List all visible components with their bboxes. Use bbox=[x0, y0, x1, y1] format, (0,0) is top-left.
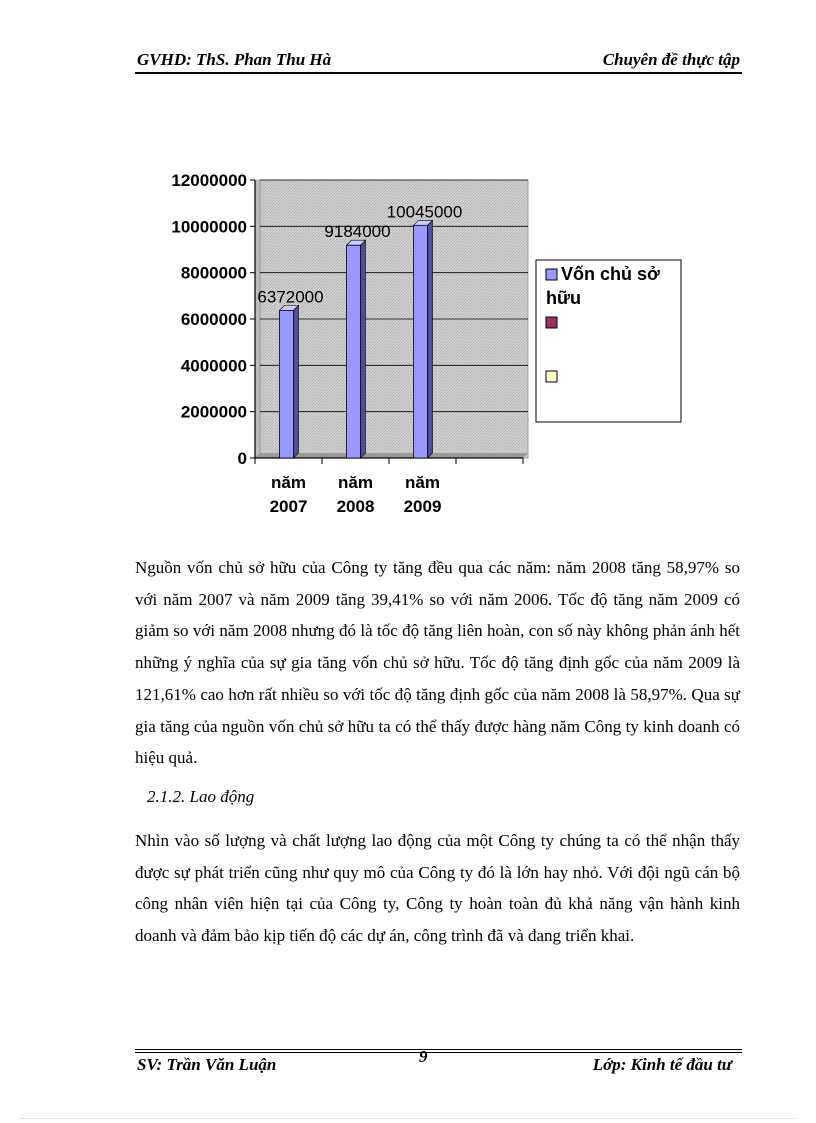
data-label: 9184000 bbox=[324, 222, 391, 242]
y-tick-label: 2000000 bbox=[180, 402, 247, 422]
equity-bar-chart bbox=[140, 160, 700, 530]
data-label: 10045000 bbox=[386, 202, 463, 222]
y-tick-label: 10000000 bbox=[171, 217, 247, 237]
bar bbox=[414, 225, 428, 458]
paragraph-labor: Nhìn vào số lượng và chất lượng lao động của một Công ty chúng ta có thể nhận thấy được sự phát triển cũng như quy mô của Công ty đó là lớn hay nhỏ. Với đội ngũ cán bộ công nhân viên hiện tại của Công ty, Công ty hoàn toàn đủ khả năng vận hành kinh doanh và đảm bảo kịp tiến độ các dự án, công trình đã và đang triển khai. bbox=[135, 831, 740, 946]
footer-class: Lớp: Kinh tế đầu tư bbox=[592, 1055, 732, 1074]
legend-label: Vốn chủ sở bbox=[561, 264, 660, 284]
footer-rule-double bbox=[135, 1052, 742, 1053]
bar-side bbox=[361, 240, 366, 458]
y-tick-label: 12000000 bbox=[171, 171, 247, 190]
x-tick-label: 2009 bbox=[403, 497, 442, 516]
page-edge bbox=[20, 1118, 796, 1119]
bar bbox=[347, 245, 361, 458]
x-tick-label: 2008 bbox=[336, 497, 375, 516]
subheading-labor: 2.1.2. Lao động bbox=[147, 787, 255, 806]
x-tick-label: năm bbox=[405, 473, 440, 492]
paragraph-equity: Nguồn vốn chủ sở hữu của Công ty tăng đều qua các năm: năm 2008 tăng 58,97% so với năm 2007 và năm 2009 tăng 39,41% so với năm 2006. Tốc độ tăng năm 2009 có giảm so với năm 2008 nhưng đó là tốc độ tăng liên hoàn, con số này không phản ánh hết những ý nghĩa của sự gia tăng vốn chủ sở hữu. Tốc độ tăng định gốc của năm 2009 là 121,61% cao hơn rất nhiều so với tốc độ tăng định gốc của năm 2008 là 58,97%. Qua sự gia tăng của nguồn vốn chủ sở hữu ta có thể thấy được hàng năm Công ty kinh doanh có hiệu quả. bbox=[135, 558, 740, 768]
bar-side bbox=[294, 305, 299, 458]
x-tick-label: 2007 bbox=[269, 497, 308, 516]
bar bbox=[280, 310, 294, 458]
footer-rule bbox=[135, 1049, 742, 1050]
legend-swatch bbox=[546, 371, 557, 382]
x-tick-label: năm bbox=[271, 473, 306, 492]
data-label: 6372000 bbox=[257, 287, 324, 307]
header-advisor: GVHD: ThS. Phan Thu Hà bbox=[137, 50, 332, 69]
y-tick-label: 4000000 bbox=[180, 356, 247, 376]
header-title: Chuyên đề thực tập bbox=[602, 50, 740, 69]
chart-side-wall bbox=[255, 180, 260, 458]
legend-label-cont: hữu bbox=[546, 288, 582, 308]
x-tick-label: năm bbox=[338, 473, 373, 492]
page-number: 9 bbox=[419, 1047, 428, 1066]
legend-box bbox=[536, 260, 681, 422]
y-tick-label: 8000000 bbox=[180, 263, 247, 283]
legend-swatch bbox=[546, 317, 557, 328]
page-header bbox=[135, 50, 742, 74]
legend-swatch bbox=[546, 269, 557, 280]
bar-side bbox=[428, 220, 433, 458]
y-tick-label: 0 bbox=[237, 449, 247, 468]
footer-student: SV: Trần Văn Luận bbox=[137, 1055, 277, 1074]
y-tick-label: 6000000 bbox=[180, 310, 247, 329]
